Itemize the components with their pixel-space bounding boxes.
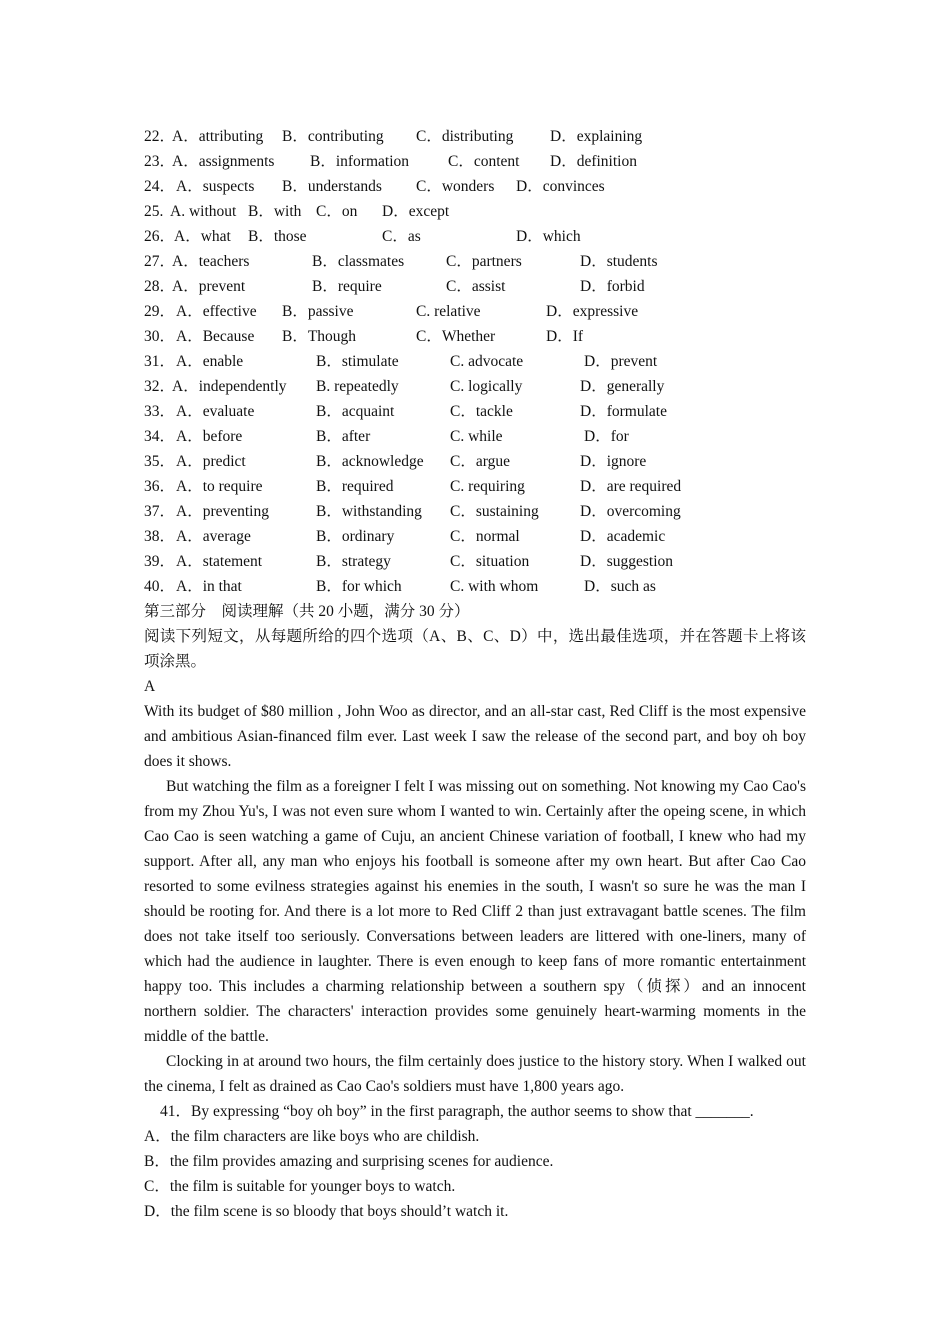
option-b: B．with [248, 203, 302, 220]
cloze-row-27 [144, 249, 806, 274]
option-b: B．Though [282, 328, 357, 345]
option-c: C．assist [446, 278, 506, 295]
question-number: 29． [144, 303, 176, 320]
option-d: D．students [580, 253, 658, 270]
question-41-option-c: C．the film is suitable for younger boys to watch. [144, 1178, 456, 1195]
option-d: D．forbid [580, 278, 645, 295]
option-a: A．average [176, 528, 251, 545]
cloze-row-37 [144, 499, 806, 524]
option-b: B．ordinary [316, 528, 395, 545]
option-c: C. logically [450, 378, 523, 395]
option-d: D．except [382, 203, 450, 220]
cloze-row-33 [144, 399, 806, 424]
option-b: B．withstanding [316, 503, 422, 520]
question-number: 27． [144, 253, 176, 270]
option-b: B．those [248, 228, 307, 245]
cloze-row-30 [144, 324, 806, 349]
exam-page [144, 124, 806, 1224]
option-a: A．to require [176, 478, 263, 495]
cloze-row-28 [144, 274, 806, 299]
cloze-row-24 [144, 174, 806, 199]
option-a: A．statement [176, 553, 263, 570]
option-b: B．strategy [316, 553, 391, 570]
question-number: 22． [144, 128, 176, 145]
option-b: B．classmates [312, 253, 405, 270]
option-b: B．stimulate [316, 353, 399, 370]
cloze-row-23 [144, 149, 806, 174]
question-number: 40． [144, 578, 176, 595]
cloze-row-26 [144, 224, 806, 249]
option-c: C. with whom [450, 578, 539, 595]
option-a: A．prevent [172, 278, 246, 295]
question-number: 37． [144, 503, 176, 520]
question-number: 38． [144, 528, 176, 545]
option-a: A. without [170, 203, 237, 220]
option-c: C．wonders [416, 178, 495, 195]
option-d: D．explaining [550, 128, 643, 145]
option-b: B．information [310, 153, 410, 170]
option-a: A．predict [176, 453, 246, 470]
option-a: A．enable [176, 353, 244, 370]
option-a: A．before [176, 428, 243, 445]
option-a: A．in that [176, 578, 242, 595]
option-d: D．are required [580, 478, 682, 495]
option-b: B. repeatedly [316, 378, 399, 395]
question-number: 39． [144, 553, 176, 570]
option-a: A．evaluate [176, 403, 255, 420]
option-d: D．convinces [516, 178, 605, 195]
question-number: 23． [144, 153, 176, 170]
option-c: C．content [448, 153, 520, 170]
cloze-row-35 [144, 449, 806, 474]
option-b: B．after [316, 428, 371, 445]
option-b: B．acquaint [316, 403, 395, 420]
question-number: 36． [144, 478, 176, 495]
cloze-row-38 [144, 524, 806, 549]
passage-paragraph-2: But watching the film as a foreigner I felt I was missing out on something. Not knowing my Cao Cao's from my Zhou Yu's, I was not even sure whom I wanted to win. Certainly after the opeing scene, in which Cao Cao is seen watching a game of Cuju, an ancient Chinese variation of football, I knew who had my support. After all, any man who enjoys his football is someone after my own heart. But after Cao Cao resorted to some evilness strategies against his enemies in the south, I wasn't so sure he was the man I should be rooting for. And there is a lot more to Red Cliff 2 than just extravagant battle scenes. The film does not take itself too seriously. Conversations between leaders are littered with one-liners, many of which had the audience in laughter. There is even enough to keep fans of more romantic entertainment happy too. This includes a charming relationship between a southern spy（侦探）and an innocent northern soldier. The characters' interaction provides some genuinely heart-warming moments in the middle of the battle. [144, 778, 806, 1045]
option-d: D．overcoming [580, 503, 681, 520]
option-c: C. relative [416, 303, 481, 320]
cloze-row-22 [144, 124, 806, 149]
option-d: D．definition [550, 153, 637, 170]
option-a: A．teachers [172, 253, 250, 270]
option-a: A．attributing [172, 128, 264, 145]
option-c: C．partners [446, 253, 522, 270]
question-41-option-b: B．the film provides amazing and surprising scenes for audience. [144, 1153, 554, 1170]
question-number: 25. [144, 203, 164, 220]
option-d: D．suggestion [580, 553, 674, 570]
cloze-row-39 [144, 549, 806, 574]
option-c: C．situation [450, 553, 530, 570]
option-b: B．passive [282, 303, 354, 320]
passage-label: A [144, 678, 156, 695]
question-number: 31． [144, 353, 176, 370]
option-c: C. requiring [450, 478, 525, 495]
question-number: 32． [144, 378, 176, 395]
option-c: C．distributing [416, 128, 514, 145]
question-number: 35． [144, 453, 176, 470]
option-b: B．understands [282, 178, 382, 195]
option-d: D．expressive [546, 303, 639, 320]
passage-paragraph-1: With its budget of $80 million , John Woo as director, and an all-star cast, Red Cliff is the most expensive and ambitious Asian-financed film ever. Last week I saw the release of the second part, and boy oh boy does it shows. [144, 703, 806, 770]
cloze-row-25 [144, 199, 806, 224]
question-number: 34． [144, 428, 176, 445]
option-d: D．prevent [584, 353, 658, 370]
option-a: A．suspects [176, 178, 255, 195]
cloze-row-29 [144, 299, 806, 324]
option-c: C．on [316, 203, 358, 220]
option-c: C．sustaining [450, 503, 539, 520]
question-number: 24． [144, 178, 176, 195]
cloze-row-31 [144, 349, 806, 374]
option-b: B．required [316, 478, 394, 495]
option-d: D．If [546, 328, 584, 345]
option-d: D．formulate [580, 403, 667, 420]
option-a: A．preventing [176, 503, 269, 520]
option-c: C. advocate [450, 353, 524, 370]
cloze-row-34 [144, 424, 806, 449]
option-c: C．Whether [416, 328, 496, 345]
question-number: 33． [144, 403, 176, 420]
cloze-row-36 [144, 474, 806, 499]
option-a: A．what [174, 228, 231, 245]
option-d: D．for [584, 428, 629, 445]
option-d: D．ignore [580, 453, 647, 470]
option-d: D．academic [580, 528, 666, 545]
option-c: C．tackle [450, 403, 513, 420]
option-b: B．contributing [282, 128, 384, 145]
option-a: A．assignments [172, 153, 275, 170]
option-c: C．argue [450, 453, 510, 470]
option-d: D．generally [580, 378, 665, 395]
option-b: B．acknowledge [316, 453, 424, 470]
question-number: 26． [144, 228, 176, 245]
cloze-row-32 [144, 374, 806, 399]
option-b: B．require [312, 278, 382, 295]
passage-paragraph-3: Clocking in at around two hours, the film certainly does justice to the history story. When I walked out the cinema, I felt as drained as Cao Cao's soldiers must have 1,800 years ago. [144, 1053, 806, 1095]
option-c: C．as [382, 228, 421, 245]
option-c: C. while [450, 428, 503, 445]
option-c: C．normal [450, 528, 520, 545]
question-41-stem: 41．By expressing “boy oh boy” in the first paragraph, the author seems to show that _______. [160, 1103, 754, 1120]
cloze-answer-list [144, 124, 806, 599]
option-a: A．independently [172, 378, 287, 395]
section-heading: 第三部分 阅读理解（共 20 小题，满分 30 分） [144, 603, 470, 620]
option-b: B．for which [316, 578, 402, 595]
question-41-option-a: A．the film characters are like boys who are childish. [144, 1128, 480, 1145]
option-a: A．Because [176, 328, 255, 345]
option-d: D．such as [584, 578, 656, 595]
question-41-option-d: D．the film scene is so bloody that boys should’t watch it. [144, 1203, 509, 1220]
cloze-row-40 [144, 574, 806, 599]
question-number: 28． [144, 278, 176, 295]
question-number: 30． [144, 328, 176, 345]
option-d: D．which [516, 228, 581, 245]
option-a: A．effective [176, 303, 257, 320]
section-instruction: 阅读下列短文，从每题所给的四个选项（A、B、C、D）中，选出最佳选项，并在答题卡上将该项涂黑。 [144, 628, 806, 670]
